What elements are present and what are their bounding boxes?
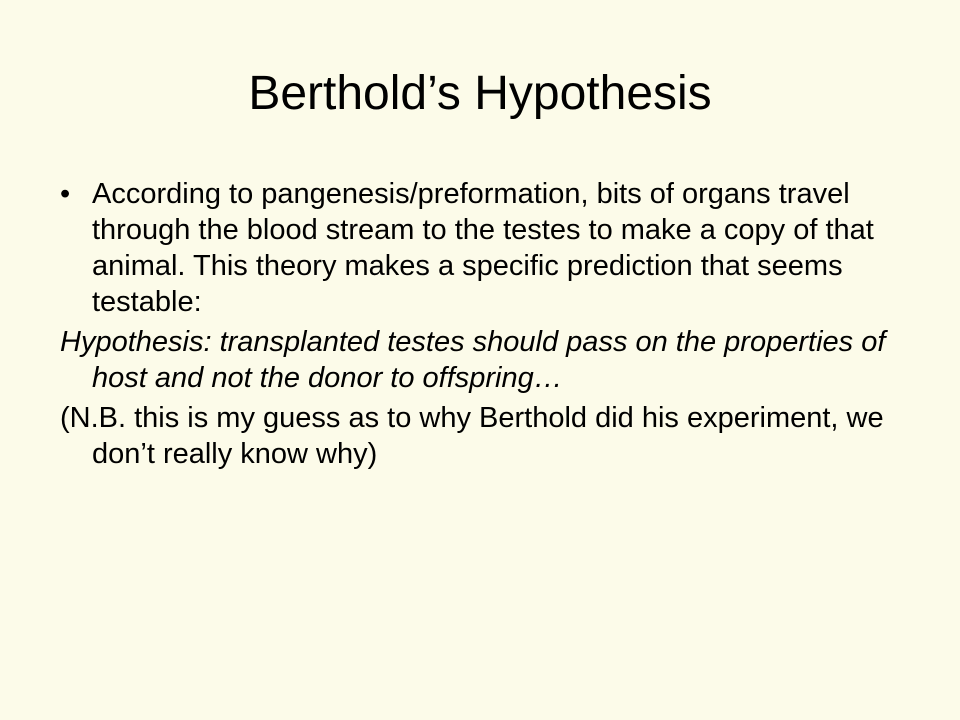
bullet-item — [60, 176, 920, 320]
bullet-icon: • — [60, 178, 71, 210]
slide-body — [60, 176, 920, 476]
note-paragraph: (N.B. this is my guess as to why Berthold did his experiment, we don’t really know why) — [60, 402, 884, 470]
hypothesis-paragraph: Hypothesis: transplanted testes should pass on the properties of host and not the donor to offspring… — [60, 326, 886, 394]
bullet-text: According to pangenesis/preformation, bits of organs travel through the blood stream to the testes to make a copy of that animal. This theory makes a specific prediction that seems testable: — [92, 178, 874, 318]
slide-title: Berthold’s Hypothesis — [248, 67, 712, 120]
